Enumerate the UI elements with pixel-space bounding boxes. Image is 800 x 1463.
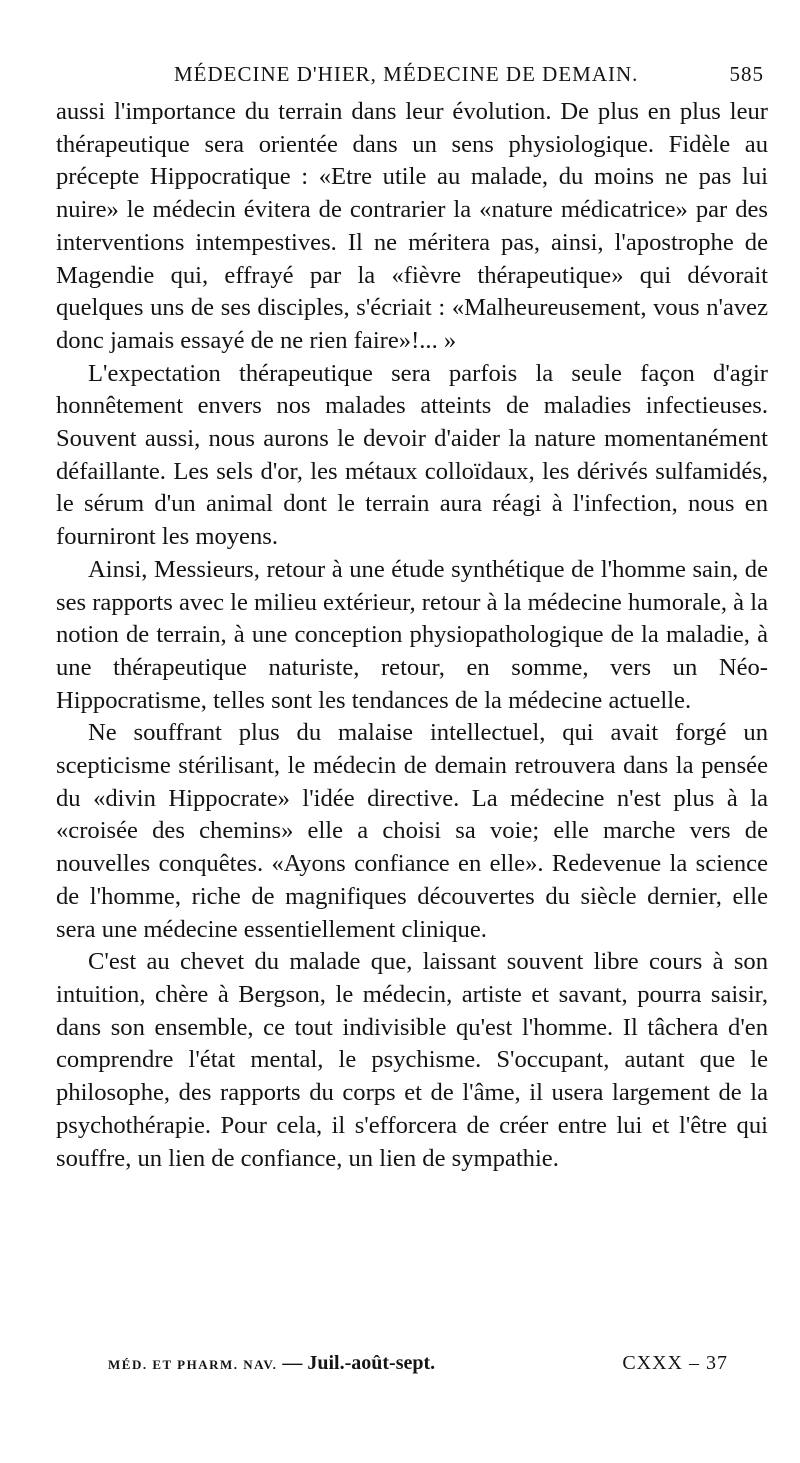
running-header [56, 62, 768, 96]
page [56, 62, 768, 1175]
journal-abbreviation: MÉD. ET PHARM. NAV. [108, 1357, 278, 1372]
page-footer [56, 1352, 768, 1382]
printer-signature: CXXX – 37 [622, 1352, 728, 1374]
body-text [56, 96, 768, 1175]
paragraph: L'expectation thérapeutique sera parfois la seule façon d'agir honnêtement envers nos malades atteints de maladies infectieuses. Souvent aussi, nous aurons le devoir d'aider la nature momentanément défaillante. Les sels d'or, les métaux colloïdaux, les dérivés sulfamidés, le sérum d'un animal dont le terrain aura réagi à l'infection, nous en fourniront les moyens. [56, 359, 768, 551]
page-number: 585 [729, 62, 764, 86]
running-title: MÉDECINE D'HIER, MÉDECINE DE DEMAIN. [174, 62, 639, 86]
paragraph: C'est au chevet du malade que, laissant souvent libre cours à son intuition, chère à Bergson, le médecin, artiste et savant, pourra saisir, dans son ensemble, ce tout indivisible qu'est l'homme. Il tâchera d'en comprendre l'état mental, le psychisme. S'occupant, autant que le philosophe, des rapports du corps et de l'âme, il usera largement de la psychothérapie. Pour cela, il s'efforcera de créer entre lui et l'être qui souffre, un lien de confiance, un lien de sympathie. [56, 948, 768, 1172]
paragraph: Ne souffrant plus du malaise intellectuel, qui avait forgé un scepticisme stérilisant, le médecin de demain retrouvera dans la pensée du «divin Hippocrate» l'idée directive. La médecine n'est plus à la «croisée des chemins» elle a choisi sa voie; elle marche vers de nouvelles conquêtes. «Ayons confiance en elle». Redevenue la science de l'homme, riche de magnifiques découvertes du siècle dernier, elle sera une médecine essentiellement clinique. [56, 719, 768, 943]
footer-dash: — [282, 1352, 303, 1374]
issue-period: Juil.-août-sept. [307, 1352, 436, 1374]
paragraph: aussi l'importance du terrain dans leur évolution. De plus en plus leur thérapeutique sera orientée dans un sens physiologique. Fidèle au précepte Hippocratique : «Etre utile au malade, du moins ne pas lui nuire» le médecin évitera de contrarier la «nature médicatrice» par des interventions intempestives. Il ne méritera pas, ainsi, l'apostrophe de Magendie qui, effrayé par la «fièvre thérapeutique» qui dévorait quelques uns de ses disciples, s'écriait : «Malheureusement, vous n'avez donc jamais essayé de ne rien faire»!... » [56, 98, 768, 354]
journal-reference [108, 1352, 435, 1375]
paragraph: Ainsi, Messieurs, retour à une étude synthétique de l'homme sain, de ses rapports avec le milieu extérieur, retour à la médecine humorale, à la notion de terrain, à une conception physiopathologique de la maladie, à une thérapeutique naturiste, retour, en somme, vers un Néo-Hippocratisme, telles sont les tendances de la médecine actuelle. [56, 555, 768, 714]
